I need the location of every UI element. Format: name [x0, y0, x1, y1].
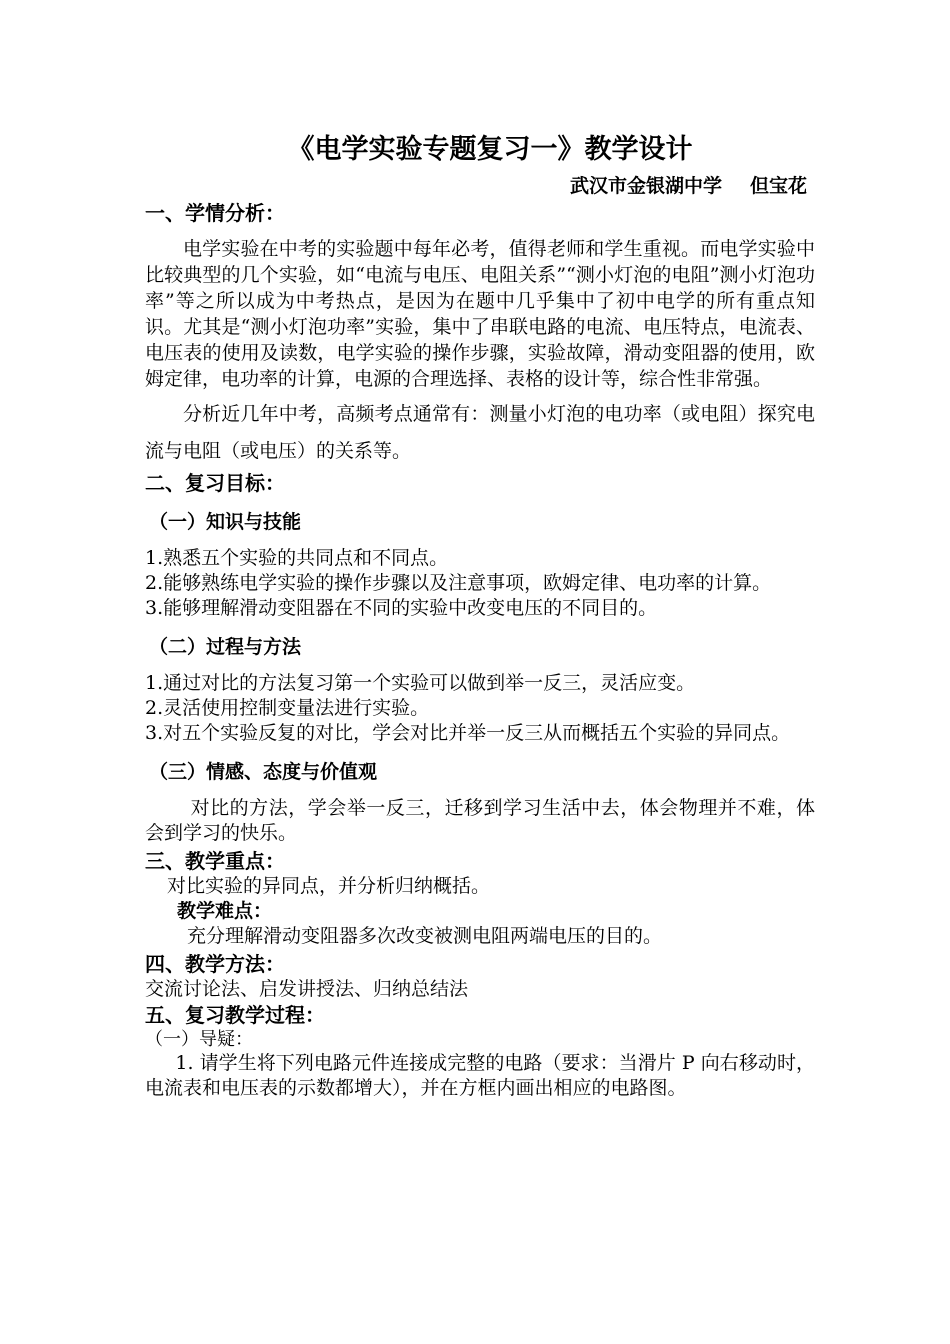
section-heading-methods: 四、教学方法： [145, 952, 285, 976]
method-item-1: 1.通过对比的方法复习第一个实验可以做到举一反三，灵活应变。 [145, 672, 696, 694]
subsection-process-method: （二）过程与方法 [149, 636, 302, 658]
document-page [145, 128, 815, 1101]
subsection-knowledge-skills: （一）知识与技能 [149, 511, 302, 533]
knowledge-item-1: 1.熟悉五个实验的共同点和不同点。 [145, 547, 449, 569]
section-heading-analysis: 一、学情分析： [145, 201, 285, 225]
section-heading-goals: 二、复习目标： [145, 471, 285, 495]
emotion-paragraph: 对比的方法，学会举一反三，迁移到学习生活中去，体会物理并不难，体会到学习的快乐。 [145, 797, 815, 844]
author-name: 但宝花 [749, 175, 807, 197]
analysis-paragraph-1: 电学实验在中考的实验题中每年必考，值得老师和学生重视。而电学实验中比较典型的几个实验，如“电流与电压、电阻关系”“测小灯泡的电阻”测小灯泡功率”等之所以成为中考热点，是因为在题中几乎集中了初中电学的所有重点知识。尤其是“测小灯泡功率”实验，集中了串联电路的电流、电压特点，电流表、电压表的使用及读数，电学实验的操作步骤，实验故障，滑动变阻器的使用，欧姆定律，电功率的计算，电源的合理选择、表格的设计等，综合性非常强。 [145, 238, 815, 390]
difficulty-text: 充分理解滑动变阻器多次改变被测电阻两端电压的目的。 [187, 925, 663, 947]
method-item-2: 2.灵活使用控制变量法进行实验。 [145, 697, 430, 719]
author-line [145, 172, 807, 200]
document-title: 《电学实验专题复习一》教学设计 [287, 134, 693, 165]
school-name: 武汉市金银湖中学 [569, 175, 722, 197]
section-heading-process: 五、复习教学过程： [145, 1003, 325, 1027]
analysis-paragraph-2: 分析近几年中考，高频考点通常有：测量小灯泡的电功率（或电阻）探究电流与电阻（或电压）的关系等。 [145, 403, 815, 462]
section-heading-key-points: 三、教学重点： [145, 849, 285, 873]
knowledge-item-3: 3.能够理解滑动变阻器在不同的实验中改变电压的不同目的。 [145, 597, 658, 619]
subsection-emotion-values: （三）情感、态度与价值观 [149, 761, 378, 783]
knowledge-item-2: 2.能够熟练电学实验的操作步骤以及注意事项，欧姆定律、电功率的计算。 [145, 572, 772, 594]
question-1: 1. 请学生将下列电路元件连接成完整的电路（要求：当滑片 P 向右移动时，电流表和电压表的示数都增大），并在方框内画出相应的电路图。 [145, 1052, 815, 1099]
difficulty-heading: 教学难点： [177, 900, 273, 922]
method-item-3: 3.对五个实验反复的对比，学会对比并举一反三从而概括五个实验的异同点。 [145, 722, 791, 744]
subsection-guide-question: （一）导疑： [145, 1029, 253, 1050]
methods-text: 交流讨论法、启发讲授法、归纳总结法 [145, 978, 469, 1000]
key-point-text: 对比实验的异同点，并分析归纳概括。 [167, 875, 491, 897]
